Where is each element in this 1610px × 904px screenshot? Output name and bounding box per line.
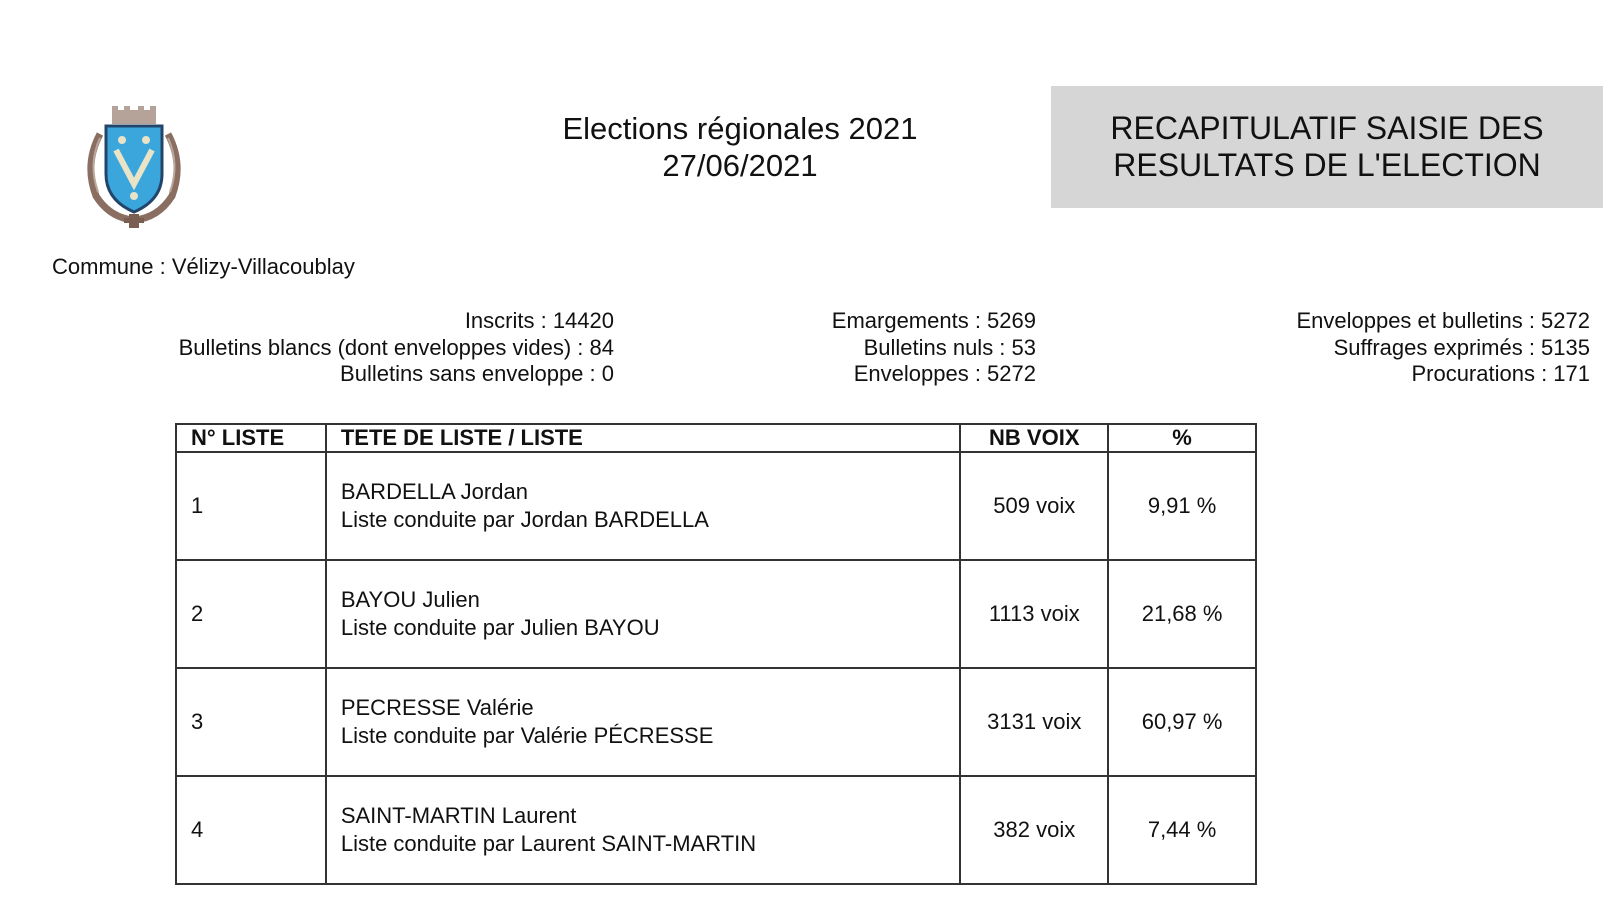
stats-column-2 — [760, 308, 1036, 388]
list-number: 2 — [176, 560, 326, 668]
header-votes: NB VOIX — [960, 424, 1108, 452]
list-head-name: BARDELLA Jordan — [340, 479, 528, 504]
list-head-name: PECRESSE Valérie — [340, 695, 534, 720]
list-votes: 382 voix — [960, 776, 1108, 884]
list-votes: 3131 voix — [960, 668, 1108, 776]
list-cell — [326, 668, 961, 776]
stats-column-3 — [1240, 308, 1590, 388]
stat-bulletins-blancs: Bulletins blancs (dont enveloppes vides) : 84 — [178, 334, 614, 360]
commune-label: Commune : Vélizy-Villacoublay — [52, 254, 355, 279]
election-title: Elections régionales 2021 — [562, 111, 918, 146]
list-description: Liste conduite par Julien BAYOU — [340, 615, 660, 640]
list-cell — [326, 776, 961, 884]
recap-title-line1: RECAPITULATIF SAISIE DES — [1110, 110, 1544, 146]
list-votes: 1113 voix — [960, 560, 1108, 668]
town-crest-logo — [82, 104, 186, 230]
election-date: 27/06/2021 — [662, 148, 818, 183]
table-row — [176, 452, 1256, 560]
table-header-row — [176, 424, 1256, 452]
list-percent: 9,91 % — [1108, 452, 1256, 560]
stat-inscrits: Inscrits : 14420 — [464, 308, 614, 333]
list-description: Liste conduite par Laurent SAINT-MARTIN — [340, 831, 757, 856]
list-head-name: SAINT-MARTIN Laurent — [340, 803, 577, 828]
list-number: 4 — [176, 776, 326, 884]
list-number: 3 — [176, 668, 326, 776]
header-list-number: N° LISTE — [176, 424, 326, 452]
list-cell — [326, 560, 961, 668]
list-description: Liste conduite par Jordan BARDELLA — [340, 507, 709, 532]
list-percent: 7,44 % — [1108, 776, 1256, 884]
stat-suffrages-exprimes: Suffrages exprimés : 5135 — [1333, 334, 1590, 360]
header-list-head: TETE DE LISTE / LISTE — [326, 424, 961, 452]
stat-bulletins-nuls: Bulletins nuls : 53 — [863, 334, 1036, 360]
stat-bulletins-sans-enveloppe: Bulletins sans enveloppe : 0 — [340, 361, 614, 386]
stat-emargements: Emargements : 5269 — [831, 308, 1036, 333]
list-number: 1 — [176, 452, 326, 560]
list-head-name: BAYOU Julien — [340, 587, 480, 612]
list-cell — [326, 452, 961, 560]
recap-title-box — [1051, 86, 1603, 208]
list-percent: 60,97 % — [1108, 668, 1256, 776]
stat-enveloppes-et-bulletins: Enveloppes et bulletins : 5272 — [1296, 308, 1590, 333]
table-row — [176, 668, 1256, 776]
stats-column-1 — [100, 308, 614, 388]
recap-title-line2: RESULTATS DE L'ELECTION — [1113, 147, 1541, 183]
list-votes: 509 voix — [960, 452, 1108, 560]
stat-procurations: Procurations : 171 — [1411, 361, 1590, 386]
election-heading — [520, 110, 960, 184]
list-percent: 21,68 % — [1108, 560, 1256, 668]
header-percent: % — [1108, 424, 1256, 452]
results-table — [175, 423, 1257, 885]
table-row — [176, 776, 1256, 884]
table-row — [176, 560, 1256, 668]
stat-enveloppes: Enveloppes : 5272 — [853, 361, 1036, 386]
list-description: Liste conduite par Valérie PÉCRESSE — [340, 723, 714, 748]
